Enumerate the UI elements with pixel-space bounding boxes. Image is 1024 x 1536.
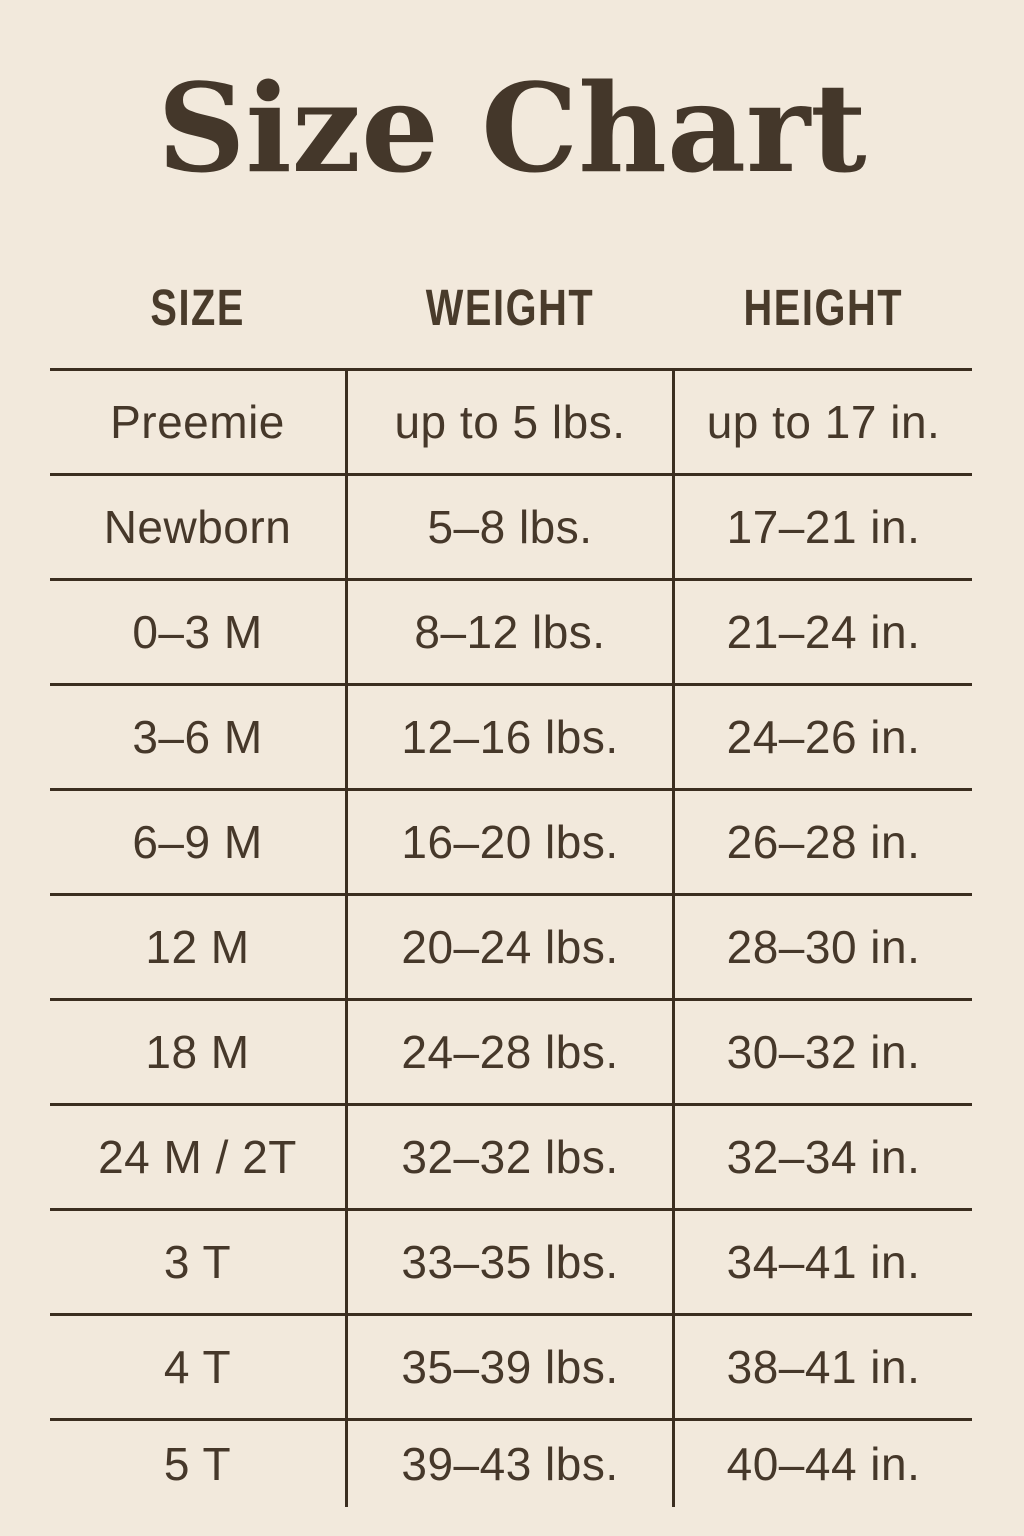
page-title: Size Chart — [157, 56, 867, 200]
height-cell: 24–26 in. — [726, 711, 921, 763]
height-cell: 30–32 in. — [726, 1026, 921, 1078]
weight-cell: 8–12 lbs. — [345, 581, 675, 683]
weight-cell: 39–43 lbs. — [345, 1421, 675, 1507]
height-cell: 40–44 in. — [726, 1438, 921, 1490]
weight-cell: 5–8 lbs. — [345, 476, 675, 578]
column-header-size: SIZE — [150, 279, 245, 336]
table-row — [50, 1418, 972, 1507]
table-row — [50, 473, 972, 578]
size-cell: 0–3 M — [132, 606, 263, 658]
table-row — [50, 998, 972, 1103]
size-cell: 24 M / 2T — [98, 1131, 297, 1183]
column-header-weight: WEIGHT — [425, 279, 595, 336]
size-cell: 12 M — [145, 921, 250, 973]
size-cell: 6–9 M — [132, 816, 263, 868]
height-cell: 17–21 in. — [726, 501, 921, 553]
weight-cell: 33–35 lbs. — [345, 1211, 675, 1313]
weight-cell: 35–39 lbs. — [345, 1316, 675, 1418]
table-row — [50, 1103, 972, 1208]
column-header-height: HEIGHT — [743, 279, 904, 336]
size-cell: 3–6 M — [132, 711, 263, 763]
weight-cell: 12–16 lbs. — [345, 686, 675, 788]
table-row — [50, 368, 972, 473]
size-cell: 3 T — [163, 1236, 232, 1288]
table-row — [50, 1313, 972, 1418]
table-row — [50, 788, 972, 893]
size-cell: Preemie — [110, 396, 285, 448]
height-cell: 38–41 in. — [726, 1341, 921, 1393]
weight-cell: 20–24 lbs. — [345, 896, 675, 998]
table-row — [50, 1208, 972, 1313]
size-cell: 18 M — [145, 1026, 250, 1078]
height-cell: 32–34 in. — [726, 1131, 921, 1183]
table-row — [50, 578, 972, 683]
size-cell: Newborn — [103, 501, 292, 553]
weight-cell: 16–20 lbs. — [345, 791, 675, 893]
table-header-row — [50, 278, 972, 337]
height-cell: 34–41 in. — [726, 1236, 921, 1288]
size-chart-table — [50, 368, 972, 1507]
weight-cell: up to 5 lbs. — [345, 371, 675, 473]
weight-cell: 32–32 lbs. — [345, 1106, 675, 1208]
table-row — [50, 893, 972, 998]
size-cell: 5 T — [163, 1438, 232, 1490]
table-row — [50, 683, 972, 788]
height-cell: 28–30 in. — [726, 921, 921, 973]
height-cell: 21–24 in. — [726, 606, 921, 658]
size-cell: 4 T — [163, 1341, 232, 1393]
weight-cell: 24–28 lbs. — [345, 1001, 675, 1103]
height-cell: 26–28 in. — [726, 816, 921, 868]
height-cell: up to 17 in. — [706, 396, 941, 448]
